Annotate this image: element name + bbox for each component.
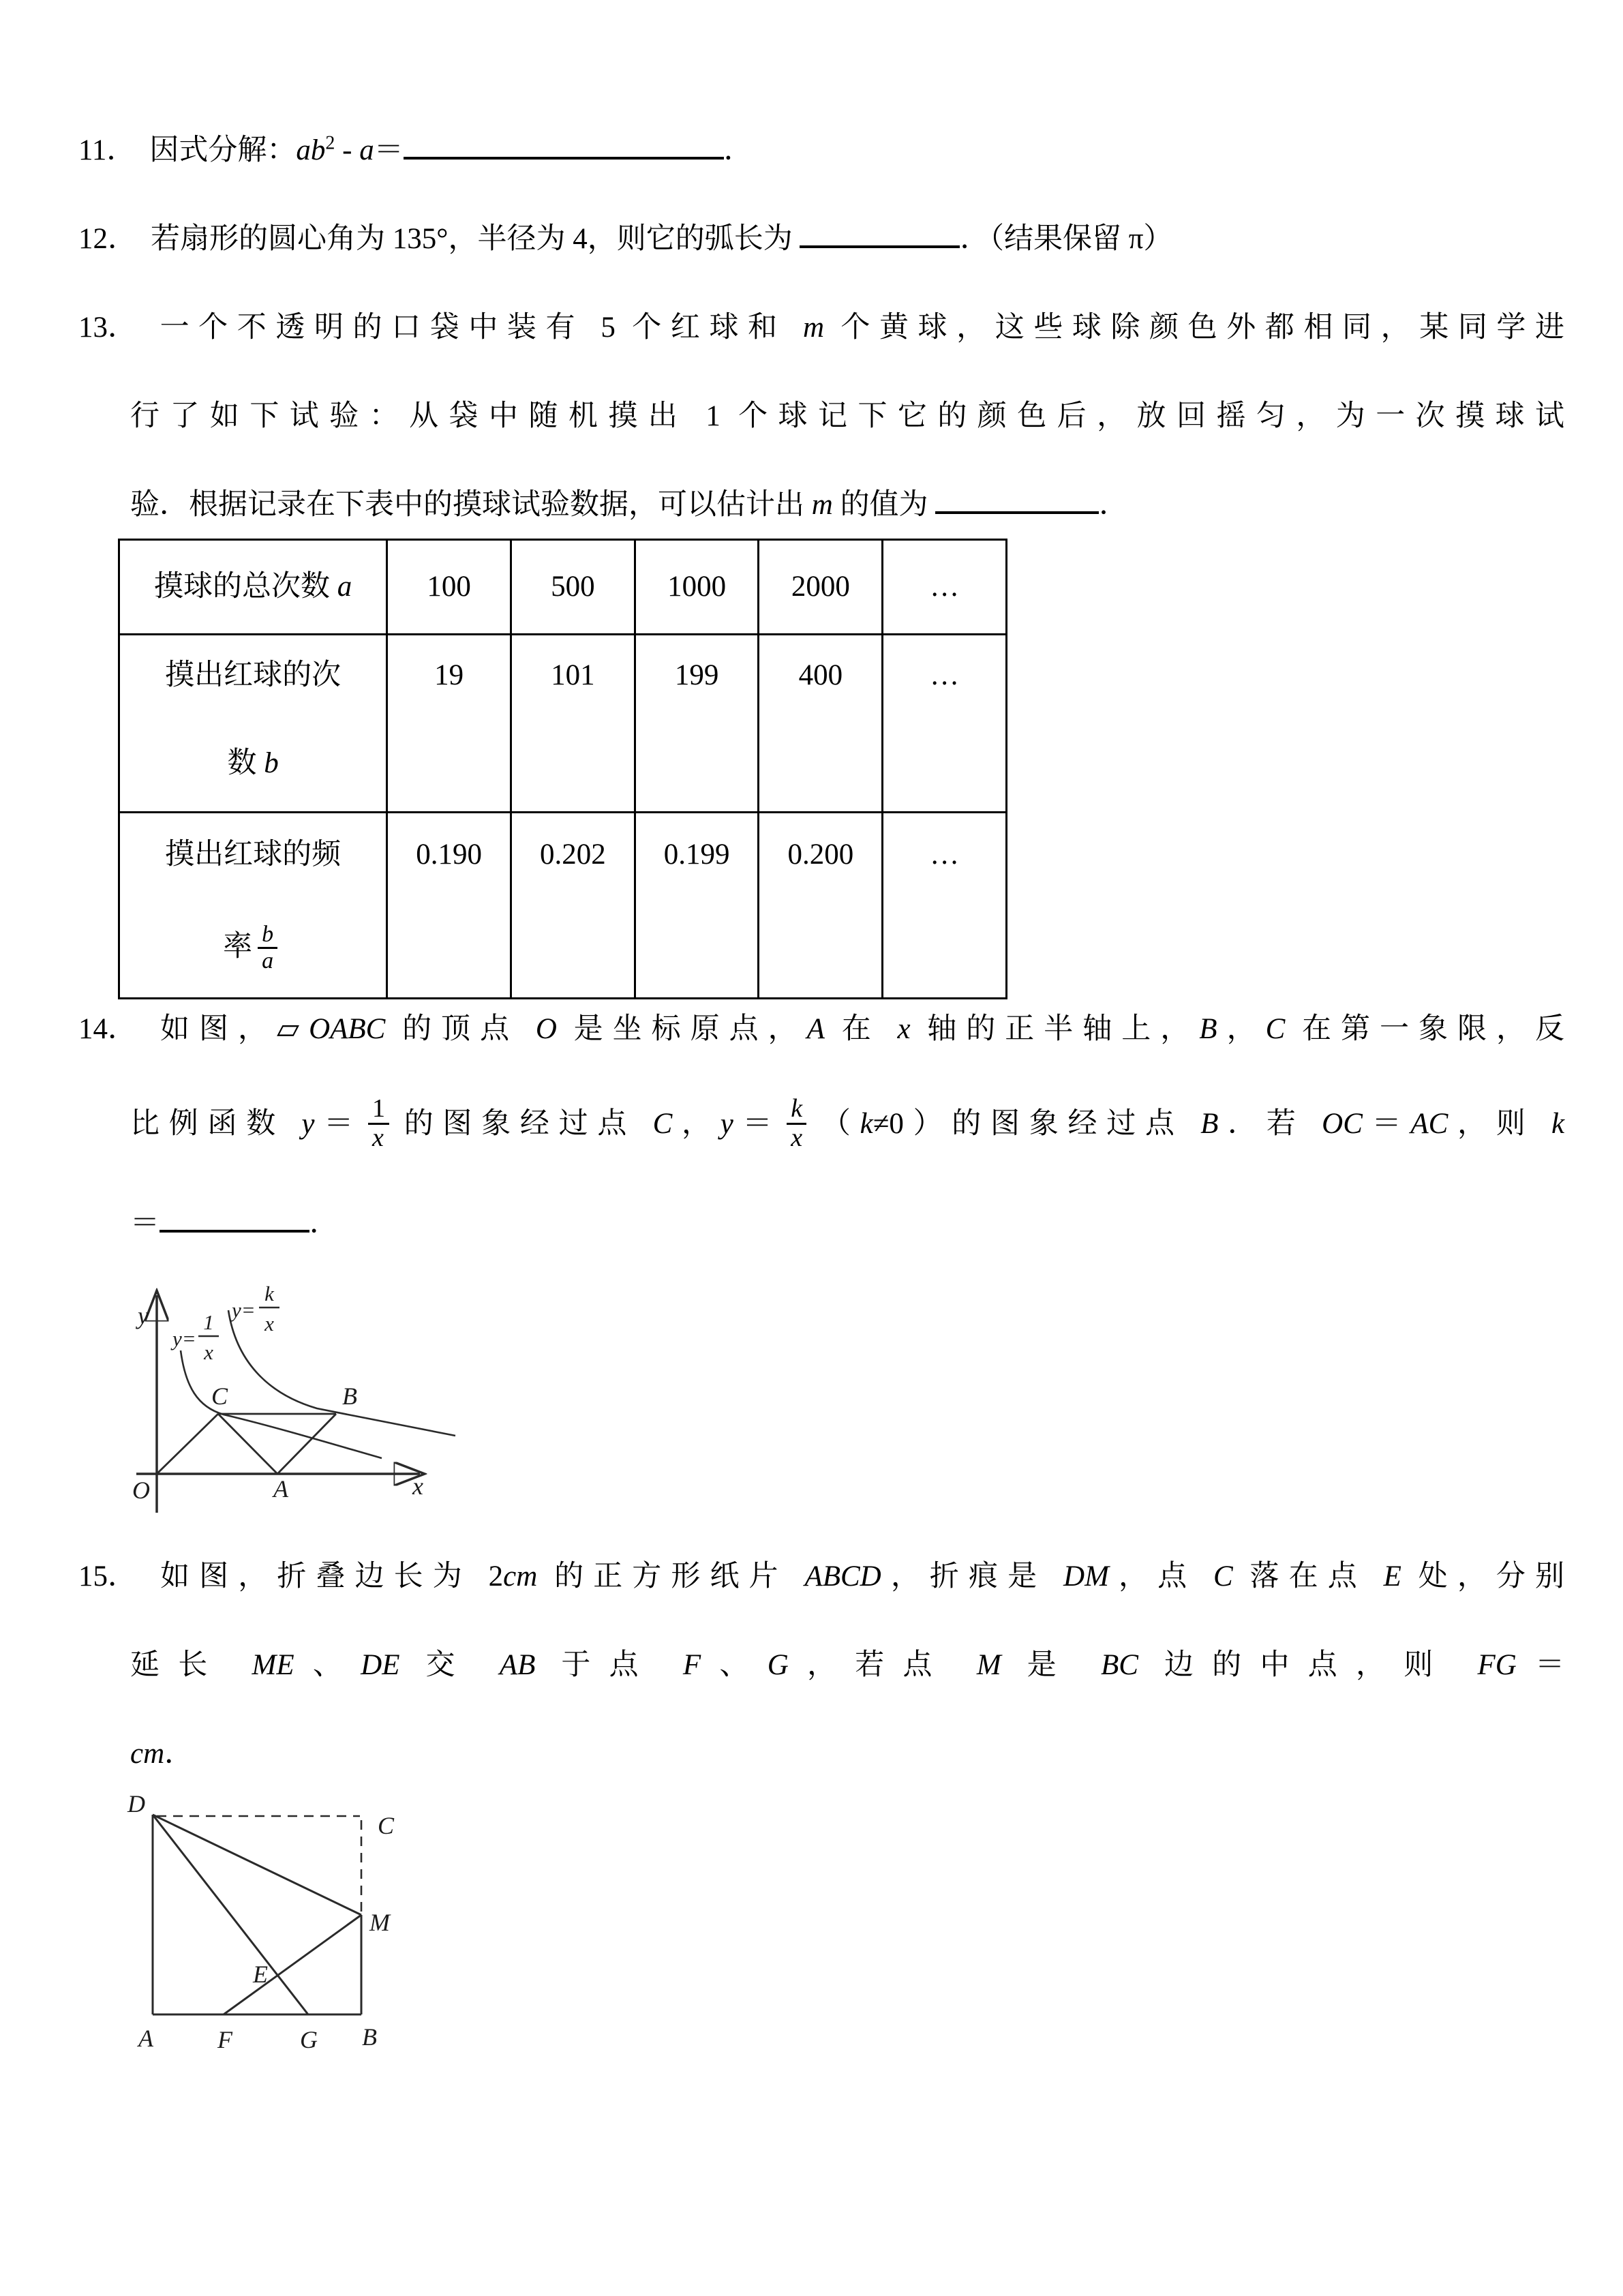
text-run: 摸球的总次数 bbox=[153, 571, 337, 603]
math-variable: OABC bbox=[309, 1013, 386, 1045]
math-variable: E bbox=[1383, 1560, 1401, 1592]
text-run: 如图，折叠边长为 2 bbox=[151, 1560, 504, 1592]
page-content bbox=[78, 131, 1564, 2074]
segment-OC bbox=[157, 1414, 218, 1474]
math-variable: b bbox=[264, 747, 279, 779]
math-variable: C bbox=[652, 1108, 673, 1141]
question-14-line-3 bbox=[78, 1204, 1564, 1243]
table-row bbox=[119, 813, 1007, 999]
svg-text:x: x bbox=[204, 1340, 213, 1364]
math-fraction: $\frac{b}{a}$ bbox=[258, 922, 277, 973]
math-variable: a bbox=[337, 571, 352, 603]
math-variable: cm bbox=[130, 1737, 165, 1770]
text-run: 率 bbox=[223, 931, 253, 963]
math-variable: cm bbox=[503, 1560, 538, 1592]
curve-y-equals-k-over-x bbox=[228, 1310, 455, 1436]
math-variable: a bbox=[359, 134, 374, 166]
text-run: ＝ bbox=[1516, 1648, 1565, 1681]
curve1-label bbox=[170, 1310, 219, 1364]
text-run: 的正方形纸片 bbox=[537, 1560, 805, 1592]
text-run: 边的中点，则 bbox=[1138, 1648, 1478, 1681]
math-variable: FG bbox=[1477, 1648, 1517, 1681]
figure-14-graph bbox=[102, 1278, 477, 1537]
math-variable: C bbox=[1265, 1013, 1286, 1045]
segment-DEG bbox=[153, 1815, 308, 2014]
table-cell: 2000 bbox=[791, 571, 850, 603]
math-variable: A bbox=[806, 1013, 825, 1045]
answer-blank bbox=[935, 486, 1099, 514]
question-13-line-1 bbox=[78, 308, 1564, 348]
answer-blank bbox=[160, 1205, 309, 1233]
question-15-line-3 bbox=[78, 1734, 1564, 1774]
text-run: ．若 bbox=[1218, 1108, 1322, 1141]
math-variable: x bbox=[897, 1013, 911, 1045]
question-13-text-1 bbox=[151, 312, 1564, 344]
point-F-label: F bbox=[217, 2025, 232, 2053]
text-run: 摸出红球的次 bbox=[165, 659, 342, 691]
table-cell: 500 bbox=[551, 571, 595, 603]
text-run: 是坐标原点， bbox=[556, 1013, 807, 1045]
question-13-text-2 bbox=[130, 400, 1564, 432]
text-run: 因式分解： bbox=[149, 134, 297, 166]
math-exponent: 2 bbox=[325, 132, 335, 154]
math-variable: k bbox=[1551, 1108, 1565, 1141]
text-run: ． bbox=[164, 1737, 194, 1770]
table-cell: 0.199 bbox=[663, 839, 730, 871]
text-run: 比例函数 bbox=[130, 1108, 302, 1141]
text-run: 个黄球，这些球除颜色外都相同，某同学进 bbox=[824, 312, 1564, 344]
table-cell: 19 bbox=[434, 659, 464, 691]
question-13-line-3 bbox=[78, 485, 1564, 525]
text-run: ． bbox=[723, 134, 753, 166]
y-axis-label: y bbox=[138, 1301, 149, 1329]
text-run: 在 bbox=[824, 1013, 898, 1045]
question-11-text bbox=[149, 134, 753, 166]
answer-blank bbox=[404, 132, 724, 160]
point-E-label: E bbox=[253, 1960, 268, 1988]
math-variable: F bbox=[682, 1648, 701, 1681]
math-variable: G bbox=[767, 1648, 789, 1681]
math-variable: DM bbox=[1063, 1560, 1109, 1592]
text-run: ，若点 bbox=[788, 1648, 977, 1681]
math-variable: B bbox=[1200, 1108, 1219, 1141]
question-15-text-2 bbox=[130, 1649, 1564, 1681]
question-15-number: 15． bbox=[78, 1560, 137, 1592]
text-run: ＝ bbox=[374, 134, 404, 166]
point-G-label: G bbox=[300, 2025, 318, 2053]
text-run: 落在点 bbox=[1232, 1560, 1384, 1592]
question-11-number: 11． bbox=[78, 134, 136, 166]
math-variable: k bbox=[860, 1108, 873, 1141]
text-run: 交 bbox=[399, 1648, 500, 1681]
table-cell: … bbox=[930, 839, 960, 871]
point-C-label: C bbox=[378, 1811, 395, 1839]
text-run: 、 bbox=[701, 1648, 768, 1681]
text-run: ，则 bbox=[1448, 1108, 1551, 1141]
math-fraction: $\frac{k}{x}$ bbox=[787, 1096, 806, 1152]
question-14-line-1 bbox=[78, 1010, 1564, 1049]
text-run: ．（结果保留 π） bbox=[960, 223, 1173, 255]
table-cell: 400 bbox=[798, 659, 843, 691]
text-run: - bbox=[335, 134, 360, 166]
math-variable: B bbox=[1199, 1013, 1217, 1045]
question-12-text bbox=[151, 223, 1172, 255]
text-run: ，折痕是 bbox=[881, 1560, 1064, 1592]
answer-blank bbox=[800, 220, 960, 248]
question-14-number: 14． bbox=[78, 1013, 137, 1045]
table-cell: 0.202 bbox=[539, 839, 606, 871]
figure-15-diagram bbox=[102, 1781, 443, 2074]
text-run: 延长 bbox=[130, 1648, 252, 1681]
math-variable: AC bbox=[1410, 1108, 1448, 1141]
row-label-red-frequency bbox=[119, 813, 387, 999]
table-cell: 100 bbox=[427, 571, 471, 603]
point-A-label: A bbox=[138, 2024, 153, 2052]
math-variable: OC bbox=[1322, 1108, 1363, 1141]
row-label-total-draws bbox=[119, 540, 387, 635]
point-D-label: D bbox=[127, 1789, 145, 1817]
row-label-red-count bbox=[119, 635, 387, 813]
question-13-number: 13． bbox=[78, 312, 137, 344]
point-B-label: B bbox=[342, 1382, 357, 1410]
math-variable: BC bbox=[1100, 1648, 1138, 1681]
question-12-line-1 bbox=[78, 220, 1564, 259]
text-run: 如图，▱ bbox=[151, 1013, 309, 1045]
math-variable: ABCD bbox=[804, 1560, 881, 1592]
math-variable: ab bbox=[296, 134, 326, 166]
question-15-line-2 bbox=[78, 1646, 1564, 1685]
text-run: 在第一象限，反 bbox=[1285, 1013, 1565, 1045]
math-variable: DE bbox=[361, 1648, 400, 1681]
text-run: ＝ bbox=[733, 1108, 782, 1141]
table-cell: 101 bbox=[551, 659, 595, 691]
question-12-number: 12． bbox=[78, 223, 137, 255]
question-11-line-1 bbox=[78, 131, 1564, 170]
text-run: ＝ bbox=[1362, 1108, 1411, 1141]
svg-text:y=: y= bbox=[232, 1297, 256, 1322]
question-15-text-3 bbox=[130, 1738, 194, 1770]
math-variable: C bbox=[1213, 1560, 1233, 1592]
svg-text:y=: y= bbox=[172, 1326, 196, 1350]
text-run: 轴的正半轴上， bbox=[910, 1013, 1200, 1045]
math-variable: y bbox=[720, 1108, 733, 1141]
text-run: 的顶点 bbox=[385, 1013, 536, 1045]
text-run: 于点 bbox=[535, 1648, 683, 1681]
segment-AB bbox=[277, 1414, 336, 1474]
question-15-text-1 bbox=[151, 1560, 1564, 1592]
point-M-label: M bbox=[369, 1908, 390, 1936]
x-axis-label: x bbox=[412, 1472, 423, 1500]
question-14-line-2 bbox=[78, 1094, 1565, 1155]
text-run: 处，分别 bbox=[1401, 1560, 1565, 1592]
ball-experiment-table bbox=[118, 539, 1007, 999]
math-variable: M bbox=[976, 1648, 1001, 1681]
text-run: 若扇形的圆心角为 135°，半径为 4，则它的弧长为 bbox=[151, 223, 800, 255]
table-cell: 199 bbox=[674, 659, 719, 691]
text-run: 是 bbox=[1001, 1648, 1101, 1681]
question-15-line-1 bbox=[78, 1557, 1564, 1597]
segment-FEM bbox=[224, 1915, 361, 2014]
text-run: ≠0）的图象经过点 bbox=[873, 1108, 1201, 1141]
math-fraction: $\frac{1}{x}$ bbox=[368, 1096, 389, 1152]
question-14-text-1 bbox=[151, 1013, 1564, 1045]
table-cell: … bbox=[930, 659, 960, 691]
table-cell: 1000 bbox=[667, 571, 727, 603]
text-run: ＝ bbox=[130, 1207, 160, 1239]
text-run: ． bbox=[1099, 489, 1129, 521]
svg-text:1: 1 bbox=[203, 1310, 214, 1334]
table-cell: 0.190 bbox=[416, 839, 482, 871]
text-run: 的值为 bbox=[832, 489, 936, 521]
text-run: 、 bbox=[294, 1648, 361, 1681]
question-13-text-3 bbox=[130, 489, 1128, 521]
origin-label: O bbox=[132, 1476, 150, 1504]
math-variable: AB bbox=[499, 1648, 536, 1681]
text-run: ， bbox=[1217, 1013, 1266, 1045]
math-variable: m bbox=[811, 489, 833, 521]
text-run: 行了如下试验：从袋中随机摸出 1 个球记下它的颜色后，放回摇匀，为一次摸球试 bbox=[130, 400, 1564, 432]
curve2-label bbox=[230, 1282, 279, 1335]
point-B-label: B bbox=[362, 2023, 377, 2051]
question-14-text-3 bbox=[130, 1207, 339, 1239]
svg-text:k: k bbox=[264, 1281, 274, 1305]
crease-DM bbox=[153, 1815, 361, 1915]
text-run: ，点 bbox=[1108, 1560, 1214, 1592]
text-run: 验．根据记录在下表中的摸球试验数据，可以估计出 bbox=[130, 489, 812, 521]
svg-text:x: x bbox=[264, 1311, 274, 1335]
text-run: 一个不透明的口袋中装有 5 个红球和 bbox=[151, 312, 803, 344]
question-13-line-2 bbox=[78, 397, 1564, 436]
math-variable: y bbox=[301, 1108, 315, 1141]
text-run: 数 bbox=[227, 747, 264, 779]
table-row bbox=[119, 635, 1007, 813]
math-variable: ME bbox=[252, 1648, 294, 1681]
text-run: 摸出红球的频 bbox=[165, 839, 342, 871]
text-run: ， bbox=[672, 1108, 721, 1141]
point-A-label: A bbox=[273, 1475, 288, 1502]
text-run: 的图象经过点 bbox=[394, 1108, 653, 1141]
point-C-label: C bbox=[211, 1382, 228, 1410]
table-cell: … bbox=[930, 571, 960, 603]
table-cell: 0.200 bbox=[787, 839, 854, 871]
question-14-text-2 bbox=[130, 1094, 1565, 1152]
text-run: （ bbox=[812, 1108, 860, 1141]
table-row bbox=[119, 540, 1007, 635]
segment-CA bbox=[218, 1414, 277, 1474]
text-run: ＝ bbox=[314, 1108, 363, 1141]
math-variable: O bbox=[535, 1013, 557, 1045]
math-variable: m bbox=[802, 312, 825, 344]
text-run: ． bbox=[309, 1207, 339, 1239]
